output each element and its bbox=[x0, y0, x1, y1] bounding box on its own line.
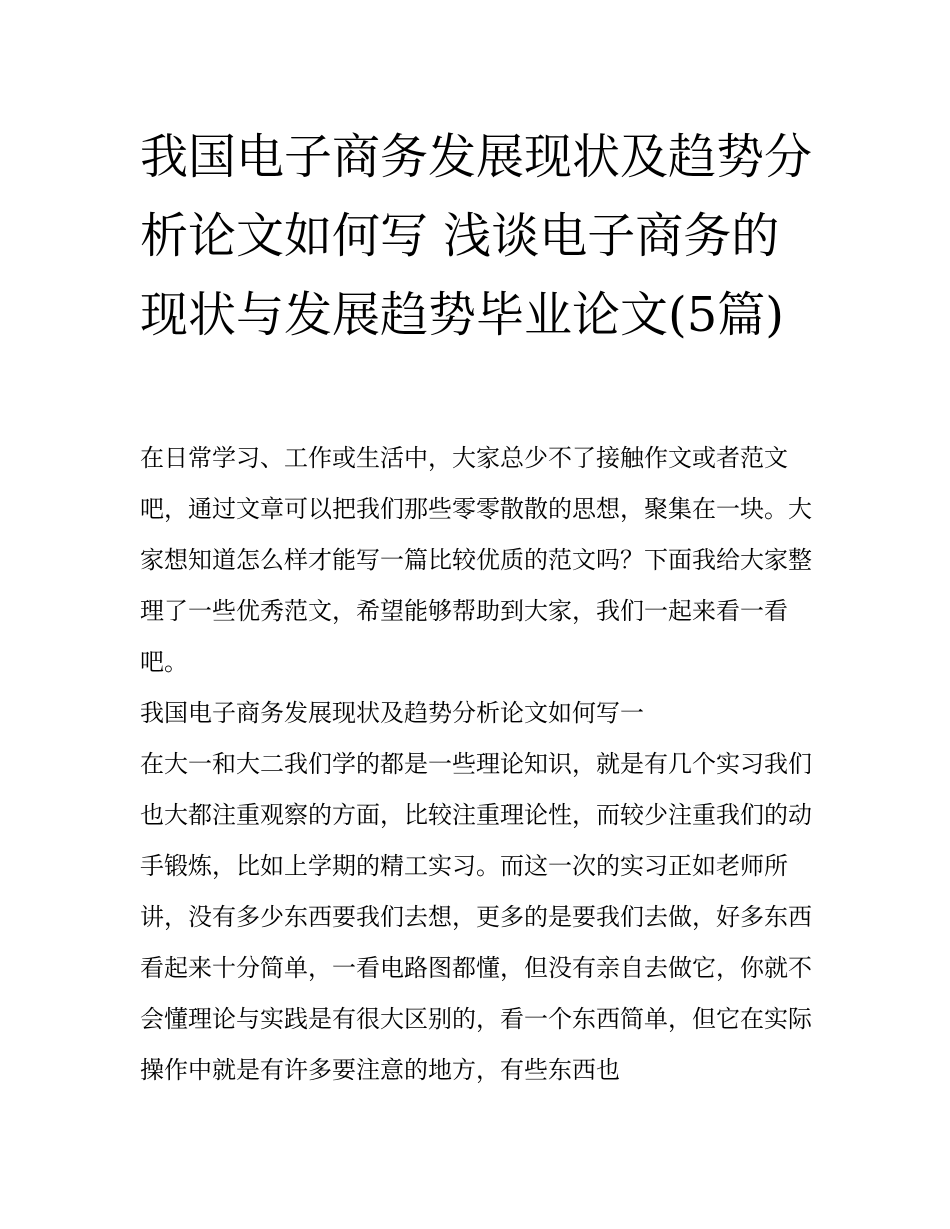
body-paragraph: 在大一和大二我们学的都是一些理论知识，就是有几个实习我们也大都注重观察的方面，比较注重理论性，而较少注重我们的动手锻炼，比如上学期的精工实习。而这一次的实习正如老师所讲，没有多少东西要我们去想，更多的是要我们去做，好多东西看起来十分简单，一看电路图都懂，但没有亲自去做它，你就不会懂理论与实践是有很大区别的，看一个东西简单，但它在实际操作中就是有许多要注意的地方，有些东西也 bbox=[140, 750, 812, 1084]
document-title: 我国电子商务发展现状及趋势分析论文如何写 浅谈电子商务的现状与发展趋势毕业论文(5篇) bbox=[140, 129, 813, 343]
intro-paragraph: 在日常学习、工作或生活中，大家总少不了接触作文或者范文吧，通过文章可以把我们那些零零散散的思想，聚集在一块。大家想知道怎么样才能写一篇比较优质的范文吗？下面我给大家整理了一些优秀范文，希望能够帮助到大家，我们一起来看一看吧。 bbox=[140, 444, 812, 676]
document-body bbox=[140, 433, 814, 1096]
section-heading: 我国电子商务发展现状及趋势分析论文如何写一 bbox=[140, 699, 644, 727]
